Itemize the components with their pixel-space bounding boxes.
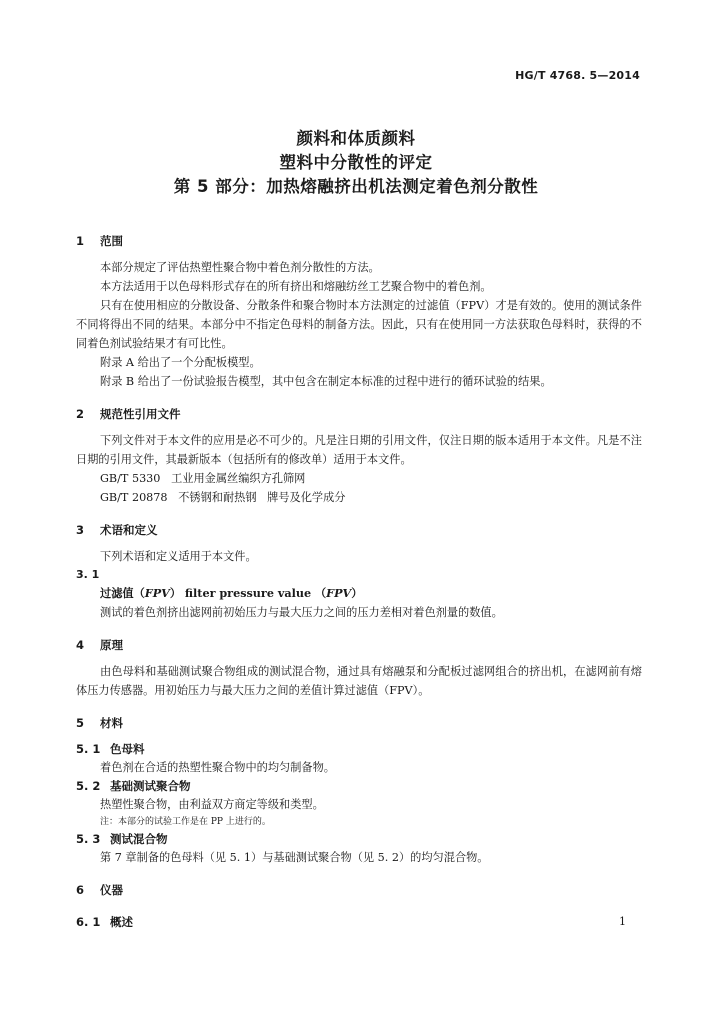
section-3-heading [76, 521, 642, 539]
title-line-2: 塑料中分散性的评定 [279, 153, 433, 172]
paragraph: 热塑性聚合物，由利益双方商定等级和类型。 [100, 798, 324, 811]
paragraph: 第 7 章制备的色母料（见 5. 1）与基础测试聚合物（见 5. 2）的均匀混合物。 [100, 851, 489, 864]
subsection-number: 6. 1 [76, 915, 101, 929]
subsection-title: 色母料 [110, 742, 145, 756]
paragraph: 只有在使用相应的分散设备、分散条件和聚合物时本方法测定的过滤值（FPV）才是有效的。使用的测试条件不同将得出不同的结果。本部分中不指定色母料的制备方法。因此，只有在使用同一方法获取色母料时，获得的不同着色剂试验结果才有可比性。 [76, 299, 642, 350]
subsection-title: 基础测试聚合物 [110, 779, 191, 793]
section-title: 范围 [100, 234, 123, 248]
section-4-heading [76, 636, 642, 654]
page-number: 1 [619, 915, 626, 928]
paragraph: 着色剂在合适的热塑性聚合物中的均匀制备物。 [100, 761, 335, 774]
section-title: 仪器 [100, 883, 123, 897]
normative-reference: GB/T 20878 不锈钢和耐热钢 牌号及化学成分 [100, 491, 346, 504]
subsection-number: 5. 1 [76, 742, 101, 756]
subsection-5-2-heading [76, 777, 642, 795]
paragraph: 下列文件对于本文件的应用是必不可少的。凡是注日期的引用文件，仅注日期的版本适用于本文件。凡是不注日期的引用文件，其最新版本（包括所有的修改单）适用于本文件。 [76, 434, 642, 466]
note: 注：本部分的试验工作是在 PP 上进行的。 [100, 817, 271, 827]
section-number: 3 [76, 523, 85, 537]
document-title [0, 127, 712, 199]
section-number: 5 [76, 716, 85, 730]
section-number: 1 [76, 234, 85, 248]
section-5-heading [76, 714, 642, 732]
paragraph: 本方法适用于以色母料形式存在的所有挤出和熔融纺丝工艺聚合物中的着色剂。 [100, 280, 492, 293]
term-name: 过滤值（FPV） filter pressure value （FPV） [100, 586, 363, 600]
section-1-heading [76, 232, 642, 250]
paragraph: 本部分规定了评估热塑性聚合物中着色剂分散性的方法。 [100, 261, 380, 274]
section-title: 材料 [100, 716, 123, 730]
paragraph: 附录 B 给出了一份试验报告模型，其中包含在制定本标准的过程中进行的循环试验的结果。 [100, 375, 552, 388]
subsection-title: 概述 [110, 915, 133, 929]
section-number: 2 [76, 407, 85, 421]
paragraph: 附录 A 给出了一个分配板模型。 [100, 356, 261, 369]
term-definition: 测试的着色剂挤出滤网前初始压力与最大压力之间的压力差相对着色剂量的数值。 [100, 606, 503, 619]
section-number: 6 [76, 883, 85, 897]
section-2-heading [76, 405, 642, 423]
paragraph: 下列术语和定义适用于本文件。 [100, 550, 257, 563]
normative-reference: GB/T 5330 工业用金属丝编织方孔筛网 [100, 472, 306, 485]
subsection-6-1-heading [76, 913, 642, 931]
title-line-3: 第 5 部分：加热熔融挤出机法测定着色剂分散性 [173, 177, 539, 196]
subsection-title: 测试混合物 [110, 832, 168, 846]
term-number: 3. 1 [76, 568, 100, 581]
section-6-heading [76, 881, 642, 899]
title-line-1: 颜料和体质颜料 [296, 129, 416, 148]
section-number: 4 [76, 638, 85, 652]
paragraph: 由色母料和基础测试聚合物组成的测试混合物，通过具有熔融泵和分配板过滤网组合的挤出机，在滤网前有熔体压力传感器。用初始压力与最大压力之间的差值计算过滤值（FPV）。 [76, 665, 642, 697]
standard-number: HG/T 4768. 5—2014 [515, 69, 640, 82]
document-body [76, 232, 642, 931]
subsection-number: 5. 3 [76, 832, 101, 846]
section-title: 原理 [100, 638, 123, 652]
subsection-5-1-heading [76, 740, 642, 758]
section-title: 规范性引用文件 [100, 407, 181, 421]
section-title: 术语和定义 [100, 523, 158, 537]
subsection-number: 5. 2 [76, 779, 101, 793]
subsection-5-3-heading [76, 830, 642, 848]
